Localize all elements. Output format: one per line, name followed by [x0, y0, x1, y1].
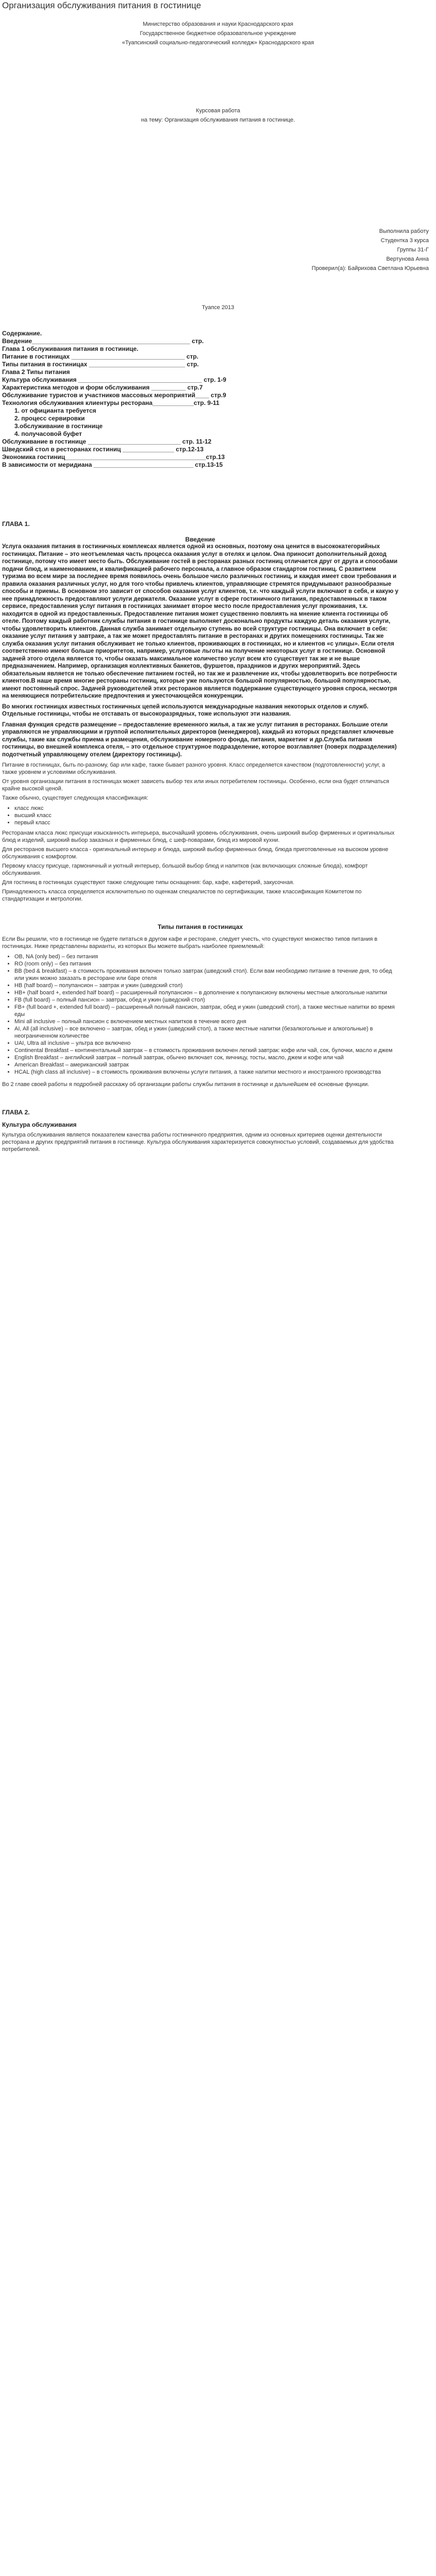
ministry-line: Министерство образования и науки Краснодарского края [143, 21, 293, 27]
toc-subline: 2. процесс сервировки [14, 415, 85, 422]
list-item: • UAI, Ultra all inclusive – ультра все включено [14, 1040, 398, 1047]
chapter1-body [2, 536, 398, 1153]
table-of-contents [2, 330, 404, 469]
toc-line: Культура обслуживания ____________________________________ стр. 1-9 [2, 376, 226, 383]
paragraph: От уровня организации питания в гостиницах может зависеть выбор тех или иных потребителем гостиницы. Особенно, если она будет отличаться крайне высокой ценой. [2, 778, 389, 792]
toc-line: Введение______________________________________________ стр. [2, 337, 204, 345]
author-group: Группы 31-Г [397, 247, 429, 253]
toc-line: Типы питания в гостиницах ____________________________ стр. [2, 361, 199, 368]
classes-list [2, 805, 398, 826]
list-item: • FB+ (full board +, extended full board) – расширенный полный пансион, завтрак, обед и ужин (шведский стол), а также местные напитки во время еды [14, 1004, 398, 1018]
list-item: • AI, All (all inclusive) – все включено – завтрак, обед и ужин (шведский стол), а также местные напитки (безалкогольные и алкогольные) в неограниченном количестве [14, 1025, 398, 1040]
author-label: Выполнила работу [379, 228, 429, 234]
toc-line: Технология обслуживания клиентуры ресторана____________стр. 9-11 [2, 399, 220, 406]
toc-line: Обслуживание в гостинице ___________________________ стр. 11-12 [2, 438, 212, 445]
list-item: • Continental Breakfast – континентальный завтрак – в стоимость проживания включен легкий завтрак: кофе или чай, сок, булочки, масло и джем [14, 1047, 398, 1054]
work-topic: на тему: Организация обслуживания питания в гостинице. [141, 117, 295, 123]
list-item: • English Breakfast – английский завтрак – полный завтрак, обычно включает сок, яичницу, тосты, масло, джем и кофе или чай [14, 1054, 398, 1061]
intro-paragraph: Услуга оказания питания в гостиничных комплексах является одной из основных, поэтому она ценится в высококатегорийных гостиницах. Питание – это неотъемлемая часть процесса оказания услуг в отелях и целом. Она приносит дополнительный доход гостинице, потому что имеет место быть. Обслуживание гостей в ресторанах разных гостиниц отличается друг от друга и способами подачи блюд, и наименованием, и квалификацией рабочего персонала, а главное образом стандартом гостиниц. С развитием туризма во всем мире за последнее время появилось очень большое число различных гостиниц, и каждая имеет свои требования и правила оказания различных услуг, но для того чтобы привлечь клиентов, управляющие стремятся придумывают разнообразные способы и приемы. В основном это зависит от способов оказания услуг клиентов, т.е. что каждый услуги включают в себя, и какую у нее принадлежность предоставляют услуги держателя. Оказание услуг в сфере гостиничного питания, предоставленных в таком сервисе, предоставления услуг питания в гостиницах занимает второе место после предоставления услуг проживания, т.к. находится в одной из предоставленных. Предоставление питания может существенно повлиять на мнение клиента гостиницы об отеле. Поэтому каждый работник службы питания в гостинице выполняет досконально продукты каждую деталь оказания услуги, чтобы удовлетворить клиентов. Данная служба занимает отдельную ступень во всей структуре гостиницы. Она включает в себя: оказание услуг питания у завтраке, а так же может предоставлять питание в ресторанах и других помещениях гостиницы. Так же служба оказания услуг питания обслуживает не только клиентов, проживающих в гостиницах, но и клиентов «с улицы». Если отеля соответственно имеют больше приоритетов, например, услуговые льготы на получение некоторых услуг в гостинице. Основной задачей этого отдела является то, чтобы оказать максимальное количество услуг всем кто существует так же и не выше предназначением. Например, организация коллективных банкетов, фуршетов, праздников и других мероприятий. Здесь обязательным является не только обеспечение питанием гостей, но так же и развлечение их, чтобы удовлетворить все потребности клиентов.В наше время многие рестораны гостиниц, которые уже пользуются большой популярностью, большой популярностью, имеют постоянный спрос. Задачей руководителей этих ресторанов является поддержание существующего уровня спроса, несмотря на меняющиеся потребительские предпочтения и ужесточающейся конкуренции. [2, 544, 398, 699]
paragraph: Культура обслуживания является показателем качества работы гостиничного предприятия, одним из основных критериев оценки деятельности ресторана и других предприятий питания в гостинице. Культура обслуживания характеризуется совокупностью условий, создаваемых для удобства потребителей. [2, 1132, 394, 1153]
toc-subline: 1. от официанта требуется [14, 407, 96, 414]
types-outro: Во 2 главе своей работы я подробней расскажу об организации работы службы питания в гостинице и дальнейшем её основные функции. [2, 1081, 370, 1088]
paragraph: Принадлежность класса определяется исключительно по оценкам специалистов по сертификации, также классификация Комитетом по стандартизации и метрологии. [2, 889, 362, 902]
toc-line: Экономика гостиниц_________________________________________стр.13 [2, 453, 225, 461]
list-item: • OB, NA (only bed) – без питания [14, 953, 398, 960]
paragraph: Ресторанам класса люкс присущи изысканность интерьера, высочайший уровень обслуживания, очень широкий выбор фирменных и оригинальных блюд и изделий, широкий выбор заказных и фирменных блюд, с шеф-поварами, блюд из мировой кухни. [2, 830, 395, 843]
list-item: • класс люкс [14, 805, 398, 812]
toc-title: Содержание. [2, 330, 42, 337]
chapter2-title: ГЛАВА 2. [2, 1109, 30, 1116]
author-course: Студентка 3 курса [380, 238, 429, 244]
college-line: «Туапсинский социально-педагогический колледж» Краснодарского края [121, 40, 314, 46]
list-item: • высший класс [14, 812, 398, 819]
intro-title: Введение [185, 536, 216, 543]
institution-type-line: Государственное бюджетное образовательное учреждение [139, 30, 297, 37]
paragraph: Для гостиниц в гостиницах существуют также следующие типы оснащения: бар, кафе, кафетерий, закусочная. [2, 879, 294, 886]
toc-line: Шведский стол в ресторанах гостиниц _______________ стр.12-13 [2, 446, 204, 453]
toc-line: Глава 2 Типы питания [2, 368, 70, 376]
list-item: • FB (full board) – полный пансион – завтрак, обед и ужин (шведский стол) [14, 996, 398, 1004]
list-item: • RO (room only) – без питания [14, 960, 398, 968]
work-type: Курсовая работа [196, 108, 240, 114]
list-item: • HCAL (high class all inclusive) – в стоимость проживания включены услуги питания, а также напитки местного и иностранного производства [14, 1069, 398, 1076]
list-item: • HB (half board) – полупансион – завтрак и ужин (шведский стол) [14, 982, 398, 989]
paragraph: Для ресторанов высшего класса - оригинальный интерьер и блюда, широкий выбор фирменных блюд, блюда приготовленные на высоком уровне обслуживания с комфортом. [2, 846, 389, 860]
types-intro: Если Вы решили, что в гостинице не будете питаться в другом кафе и ресторане, следует учесть, что существуют множество типов питания в гостиницах. Ниже представлены варианты, из которых Вы можете выбрать наиболее приемлемый: [2, 936, 378, 950]
city-year: Туапсе 2013 [202, 304, 234, 311]
supervisor: Проверил(а): Байрихова Светлана Юрьевна [311, 265, 429, 272]
paragraph: Первому классу присуще, гармоничный и уютный интерьер, большой выбор блюд и напитков (как включающих сложные блюда), комфорт обслуживания. [2, 863, 368, 876]
author-name: Вертунова Анна [386, 256, 429, 262]
types-title: Типы питания в гостиницах [158, 923, 243, 930]
toc-line: Характеристика методов и форм обслуживания __________ стр.7 [2, 384, 203, 391]
meal-types-list [2, 953, 398, 1076]
list-item: • HB+ (half board +, extended half board) – расширенный полупансион – в дополнение к полупансиону включены местные алкогольные напитки [14, 989, 398, 996]
toc-subline: 3.обслуживание в гостинице [14, 422, 103, 430]
list-item: • Mini all inclusive – полный пансион с включением местных напитков в течение всего дня [14, 1018, 398, 1025]
toc-line: В зависимости от меридиана _____________________________ стр.13-15 [2, 461, 223, 468]
chapter1-title: ГЛАВА 1. [2, 520, 30, 528]
toc-subline: 4. получасовой буфет [14, 430, 82, 437]
document-heading: Организация обслуживания питания в гостинице [2, 1, 201, 10]
toc-line: Обслуживание туристов и участников массовых мероприятий____ стр.9 [2, 392, 226, 399]
classes-intro: Также обычно, существует следующая классификация: [2, 795, 149, 801]
toc-line: Питание в гостиницах _________________________________ стр. [2, 353, 199, 360]
chapter2-section-title: Культура обслуживания [2, 1121, 77, 1128]
intro-paragraph-2: Во многих гостиницах известных гостиничных цепей используются международные названия некоторых отделов и служб. Отдельные гостиницы, чтобы не отставать от высокоразрядных, тоже используют эти названия. [2, 703, 369, 717]
list-item: • первый класс [14, 819, 398, 826]
list-item: • American Breakfast – американский завтрак [14, 1061, 398, 1069]
paragraph: Питание в гостиницах, быть по-разному, бар или кафе, также бывает разного уровня. Класс определяется качеством (подготовленности) услуг, а также уровнем и условиями обслуживания. [2, 762, 385, 775]
intro-paragraph-3: Главная функция средств размещение – предоставление временного жилья, а так же услуг питания в ресторанах. Большие отели управляются не управляющими и группой исполнительных директоров (менеджеров), каждый из которых представляет ключевые службы, такие как службы приема и размещения, обслуживание номерного фонда, питания, маркетинг и др.Служба питания гостиницы, во внешней комплекса отеля, – это отдельное структурное подразделение, которое возглавляет (поверх подразделения) подотчетный управляющему отелем (директору гостиницы). [2, 721, 397, 758]
toc-line: Глава 1 обслуживания питания в гостинице. [2, 345, 138, 352]
list-item: • BB (bed & breakfast) – в стоимость проживания включен только завтрак (шведский стол). Если вам необходимо питание в течение дня, то обед или ужин можно заказать в ресторане или баре отеля [14, 968, 398, 982]
